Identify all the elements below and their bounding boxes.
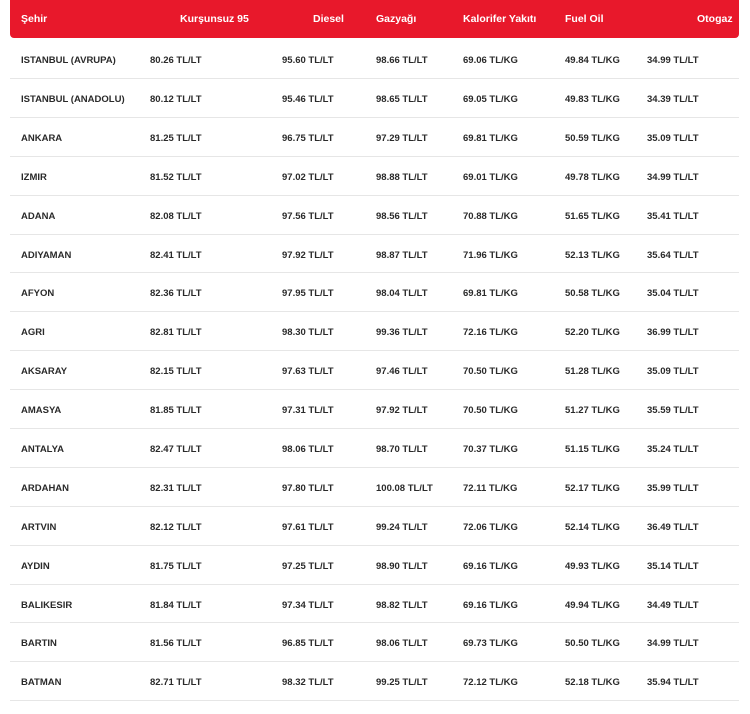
table-row xyxy=(10,79,739,118)
cell-kerosene: 99.25 TL/LT xyxy=(376,677,428,689)
cell-heating-oil: 69.05 TL/KG xyxy=(463,94,518,105)
cell-unleaded-95: 82.12 TL/LT xyxy=(150,521,202,533)
cell-diesel: 98.30 TL/LT xyxy=(282,327,334,339)
table-header xyxy=(10,0,739,38)
cell-unleaded-95: 80.12 TL/LT xyxy=(150,94,202,105)
cell-lpg: 34.49 TL/LT xyxy=(647,599,699,611)
cell-city: ADIYAMAN xyxy=(21,249,72,261)
cell-diesel: 97.95 TL/LT xyxy=(282,288,334,300)
cell-heating-oil: 70.50 TL/KG xyxy=(463,366,518,378)
cell-city: IZMIR xyxy=(21,171,47,183)
cell-lpg: 35.94 TL/LT xyxy=(647,677,699,689)
cell-lpg: 34.99 TL/LT xyxy=(647,55,699,66)
header-fuel-oil[interactable]: Fuel Oil xyxy=(565,13,604,25)
cell-fuel-oil: 49.83 TL/KG xyxy=(565,94,620,105)
cell-heating-oil: 72.16 TL/KG xyxy=(463,327,518,339)
cell-city: ADANA xyxy=(21,210,56,222)
cell-lpg: 35.14 TL/LT xyxy=(647,560,699,572)
cell-diesel: 95.46 TL/LT xyxy=(282,94,334,105)
cell-fuel-oil: 49.78 TL/KG xyxy=(565,171,620,183)
cell-unleaded-95: 82.71 TL/LT xyxy=(150,677,202,689)
cell-kerosene: 99.36 TL/LT xyxy=(376,327,428,339)
cell-unleaded-95: 82.36 TL/LT xyxy=(150,288,202,300)
cell-lpg: 35.09 TL/LT xyxy=(647,132,699,144)
cell-diesel: 97.80 TL/LT xyxy=(282,482,334,494)
table-row xyxy=(10,273,739,312)
cell-lpg: 34.99 TL/LT xyxy=(647,638,699,650)
cell-city: AMASYA xyxy=(21,405,62,417)
cell-kerosene: 98.65 TL/LT xyxy=(376,94,428,105)
cell-city: BATMAN xyxy=(21,677,62,689)
table-row xyxy=(10,429,739,468)
cell-diesel: 97.31 TL/LT xyxy=(282,405,334,417)
table-row xyxy=(10,38,739,79)
cell-heating-oil: 70.37 TL/KG xyxy=(463,444,518,456)
cell-unleaded-95: 82.15 TL/LT xyxy=(150,366,202,378)
cell-kerosene: 98.88 TL/LT xyxy=(376,171,428,183)
cell-city: BALIKESIR xyxy=(21,599,73,611)
cell-city: ARDAHAN xyxy=(21,482,70,494)
cell-lpg: 35.64 TL/LT xyxy=(647,249,699,261)
cell-heating-oil: 69.06 TL/KG xyxy=(463,55,518,66)
cell-diesel: 97.34 TL/LT xyxy=(282,599,334,611)
cell-fuel-oil: 50.59 TL/KG xyxy=(565,132,620,144)
cell-kerosene: 98.66 TL/LT xyxy=(376,55,428,66)
cell-lpg: 35.99 TL/LT xyxy=(647,482,699,494)
fuel-price-table xyxy=(10,0,739,714)
cell-heating-oil: 72.12 TL/KG xyxy=(463,677,518,689)
header-city[interactable]: Şehir xyxy=(21,13,48,25)
cell-unleaded-95: 82.31 TL/LT xyxy=(150,482,202,494)
cell-heating-oil: 69.81 TL/KG xyxy=(463,132,518,144)
cell-fuel-oil: 49.93 TL/KG xyxy=(565,560,620,572)
cell-fuel-oil: 51.15 TL/KG xyxy=(565,444,620,456)
cell-diesel: 97.63 TL/LT xyxy=(282,366,334,378)
cell-city: ISTANBUL (ANADOLU) xyxy=(21,94,125,105)
cell-city: AGRI xyxy=(21,327,45,339)
cell-kerosene: 98.06 TL/LT xyxy=(376,638,428,650)
table-row xyxy=(10,118,739,157)
cell-city: ISTANBUL (AVRUPA) xyxy=(21,55,116,66)
cell-unleaded-95: 81.52 TL/LT xyxy=(150,171,202,183)
cell-heating-oil: 71.96 TL/KG xyxy=(463,249,518,261)
cell-heating-oil: 70.88 TL/KG xyxy=(463,210,518,222)
table-row xyxy=(10,390,739,429)
cell-heating-oil: 69.16 TL/KG xyxy=(463,560,518,572)
cell-city: BARTIN xyxy=(21,638,57,650)
cell-kerosene: 97.46 TL/LT xyxy=(376,366,428,378)
cell-kerosene: 97.92 TL/LT xyxy=(376,405,428,417)
cell-kerosene: 100.08 TL/LT xyxy=(376,482,433,494)
cell-heating-oil: 72.11 TL/KG xyxy=(463,482,518,494)
cell-fuel-oil: 51.65 TL/KG xyxy=(565,210,620,222)
table-body xyxy=(10,38,739,701)
cell-kerosene: 98.70 TL/LT xyxy=(376,444,428,456)
cell-unleaded-95: 82.47 TL/LT xyxy=(150,444,202,456)
cell-diesel: 95.60 TL/LT xyxy=(282,55,334,66)
table-row xyxy=(10,351,739,390)
cell-kerosene: 98.87 TL/LT xyxy=(376,249,428,261)
cell-diesel: 98.06 TL/LT xyxy=(282,444,334,456)
table-row xyxy=(10,235,739,274)
cell-kerosene: 98.56 TL/LT xyxy=(376,210,428,222)
cell-lpg: 35.59 TL/LT xyxy=(647,405,699,417)
header-unleaded-95[interactable]: Kurşunsuz 95 xyxy=(180,13,249,25)
cell-diesel: 98.32 TL/LT xyxy=(282,677,334,689)
cell-unleaded-95: 80.26 TL/LT xyxy=(150,55,202,66)
cell-lpg: 36.99 TL/LT xyxy=(647,327,699,339)
cell-kerosene: 98.04 TL/LT xyxy=(376,288,428,300)
cell-lpg: 34.39 TL/LT xyxy=(647,94,699,105)
cell-city: AYDIN xyxy=(21,560,50,572)
cell-unleaded-95: 82.81 TL/LT xyxy=(150,327,202,339)
cell-heating-oil: 70.50 TL/KG xyxy=(463,405,518,417)
cell-diesel: 97.92 TL/LT xyxy=(282,249,334,261)
cell-unleaded-95: 81.84 TL/LT xyxy=(150,599,202,611)
cell-kerosene: 99.24 TL/LT xyxy=(376,521,428,533)
cell-fuel-oil: 50.50 TL/KG xyxy=(565,638,620,650)
cell-fuel-oil: 52.13 TL/KG xyxy=(565,249,620,261)
cell-kerosene: 97.29 TL/LT xyxy=(376,132,428,144)
cell-unleaded-95: 82.41 TL/LT xyxy=(150,249,202,261)
cell-city: ANKARA xyxy=(21,132,63,144)
cell-heating-oil: 69.01 TL/KG xyxy=(463,171,518,183)
cell-diesel: 96.75 TL/LT xyxy=(282,132,334,144)
cell-fuel-oil: 50.58 TL/KG xyxy=(565,288,620,300)
cell-diesel: 97.61 TL/LT xyxy=(282,521,334,533)
table-row xyxy=(10,157,739,196)
cell-fuel-oil: 52.20 TL/KG xyxy=(565,327,620,339)
cell-diesel: 96.85 TL/LT xyxy=(282,638,334,650)
cell-fuel-oil: 49.94 TL/KG xyxy=(565,599,620,611)
cell-lpg: 35.41 TL/LT xyxy=(647,210,699,222)
cell-unleaded-95: 81.25 TL/LT xyxy=(150,132,202,144)
cell-lpg: 34.99 TL/LT xyxy=(647,171,699,183)
cell-unleaded-95: 81.56 TL/LT xyxy=(150,638,202,650)
cell-kerosene: 98.82 TL/LT xyxy=(376,599,428,611)
table-row xyxy=(10,662,739,701)
table-row xyxy=(10,623,739,662)
table-row xyxy=(10,312,739,351)
cell-heating-oil: 72.06 TL/KG xyxy=(463,521,518,533)
cell-unleaded-95: 81.75 TL/LT xyxy=(150,560,202,572)
cell-fuel-oil: 49.84 TL/KG xyxy=(565,55,620,66)
cell-lpg: 35.24 TL/LT xyxy=(647,444,699,456)
cell-heating-oil: 69.16 TL/KG xyxy=(463,599,518,611)
cell-fuel-oil: 52.18 TL/KG xyxy=(565,677,620,689)
cell-lpg: 35.09 TL/LT xyxy=(647,366,699,378)
cell-city: AKSARAY xyxy=(21,366,68,378)
cell-diesel: 97.56 TL/LT xyxy=(282,210,334,222)
cell-lpg: 36.49 TL/LT xyxy=(647,521,699,533)
cell-city: ARTVIN xyxy=(21,521,57,533)
cell-unleaded-95: 81.85 TL/LT xyxy=(150,405,202,417)
cell-diesel: 97.02 TL/LT xyxy=(282,171,334,183)
cell-fuel-oil: 51.27 TL/KG xyxy=(565,405,620,417)
table-row xyxy=(10,546,739,585)
table-row xyxy=(10,585,739,624)
header-diesel[interactable]: Diesel xyxy=(313,13,344,25)
cell-city: AFYON xyxy=(21,288,55,300)
cell-fuel-oil: 51.28 TL/KG xyxy=(565,366,620,378)
cell-fuel-oil: 52.17 TL/KG xyxy=(565,482,620,494)
header-lpg[interactable]: Otogaz xyxy=(697,13,733,25)
cell-heating-oil: 69.73 TL/KG xyxy=(463,638,518,650)
cell-city: ANTALYA xyxy=(21,444,64,456)
cell-diesel: 97.25 TL/LT xyxy=(282,560,334,572)
header-kerosene[interactable]: Gazyağı xyxy=(376,13,417,25)
table-row xyxy=(10,507,739,546)
cell-kerosene: 98.90 TL/LT xyxy=(376,560,428,572)
header-heating-oil[interactable]: Kalorifer Yakıtı xyxy=(463,13,537,25)
cell-heating-oil: 69.81 TL/KG xyxy=(463,288,518,300)
table-row xyxy=(10,196,739,235)
cell-fuel-oil: 52.14 TL/KG xyxy=(565,521,620,533)
cell-lpg: 35.04 TL/LT xyxy=(647,288,699,300)
cell-unleaded-95: 82.08 TL/LT xyxy=(150,210,202,222)
table-row xyxy=(10,468,739,507)
